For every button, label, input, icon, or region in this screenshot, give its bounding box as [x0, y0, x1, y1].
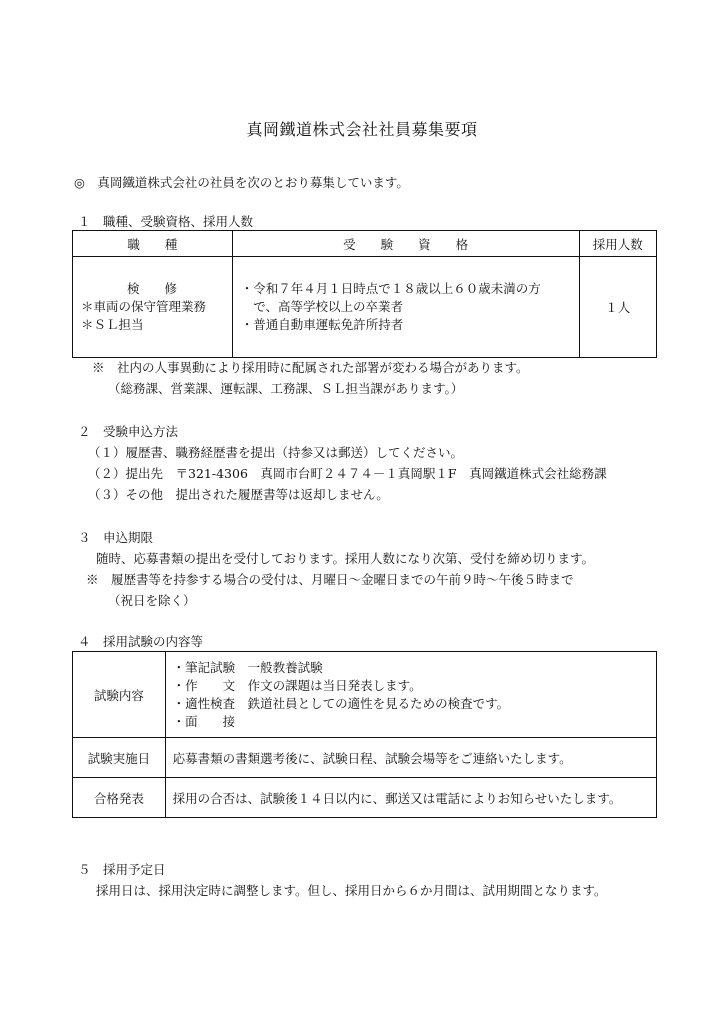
header-job: 職 種 [73, 231, 233, 257]
section2-item: （２）提出先 〒321-4306 真岡市台町２４７４－１真岡駅１F 真岡鐵道株式会社総務課 [88, 466, 607, 481]
section2-item: （１）履歴書、職務経歴書を提出（持参又は郵送）してください。 [88, 445, 464, 460]
exam-line: ・面 接 [172, 713, 236, 729]
exam-date-row [73, 738, 657, 778]
section1-heading: １ 職種、受験資格、採用人数 [78, 214, 254, 229]
qualification-line: で、高等学校以上の卒業者 [240, 299, 404, 314]
section3-heading: ３ 申込期限 [78, 530, 154, 545]
exam-row [73, 652, 657, 738]
intro-text: ◎ 真岡鐵道株式会社の社員を次のとおり募集しています。 [74, 175, 409, 190]
page-title: 真岡鐵道株式会社社員募集要項 [246, 120, 478, 139]
section5-heading: ５ 採用予定日 [78, 862, 166, 877]
section1-note: ※ 社内の人事異動により採用時に配属された部署が変わる場合があります。 [92, 360, 529, 375]
result-text: 採用の合否は、試験後１４日以内に、郵送又は電話によりお知らせいたします。 [165, 778, 656, 818]
job-line: 検 修 [127, 281, 178, 296]
qualification-line: ・令和７年４月１日時点で１８歳以上６０歳未満の方 [240, 281, 541, 296]
header-qualification: 受 験 資 格 [232, 231, 579, 257]
exam-line: ・筆記試験 一般教養試験 [172, 659, 323, 675]
section5-text: 採用日は、採用決定時に調整します。但し、採用日から６か月間は、試用期間となります。 [96, 883, 607, 898]
result-label: 合格発表 [73, 778, 166, 818]
exam-table [72, 651, 657, 818]
qualification-line: ・普通自動車運転免許所持者 [240, 317, 404, 332]
qualification-cell [241, 280, 579, 334]
exam-line: ・適性検査 鉄道社員としての適性を見るための検査です。 [172, 695, 510, 711]
section2-item: （３）その他 提出された履歴書等は返却しません。 [88, 487, 389, 502]
job-table [72, 230, 657, 358]
job-cell [81, 280, 232, 334]
exam-content [173, 659, 656, 731]
job-line: ＊車両の保守管理業務 [81, 299, 207, 314]
job-table-row [73, 257, 657, 358]
exam-line: ・作 文 作文の課題は当日発表します。 [172, 677, 422, 693]
job-line: ＊ＳＬ担当 [81, 317, 144, 332]
exam-label: 試験内容 [73, 652, 166, 738]
job-table-header [73, 231, 657, 257]
result-row [73, 778, 657, 818]
exam-date-label: 試験実施日 [73, 738, 166, 778]
exam-date-text: 応募書類の書類選考後に、試験日程、試験会場等をご連絡いたします。 [165, 738, 656, 778]
count-cell: １人 [579, 257, 657, 358]
header-count: 採用人数 [579, 231, 657, 257]
section3-note: ※ 履歴書等を持参する場合の受付は、月曜日～金曜日までの午前９時～午後５時まで [86, 572, 574, 587]
section1-note-departments: （総務課、営業課、運転課、工務課、ＳＬ担当課があります。） [108, 381, 464, 396]
section3-text: 随時、応募書類の提出を受付しております。採用人数になり次第、受付を締め切ります。 [96, 551, 595, 566]
section4-heading: ４ 採用試験の内容等 [78, 634, 204, 649]
section3-note-holiday: （祝日を除く） [108, 593, 196, 608]
section2-heading: ２ 受験申込方法 [78, 424, 179, 439]
